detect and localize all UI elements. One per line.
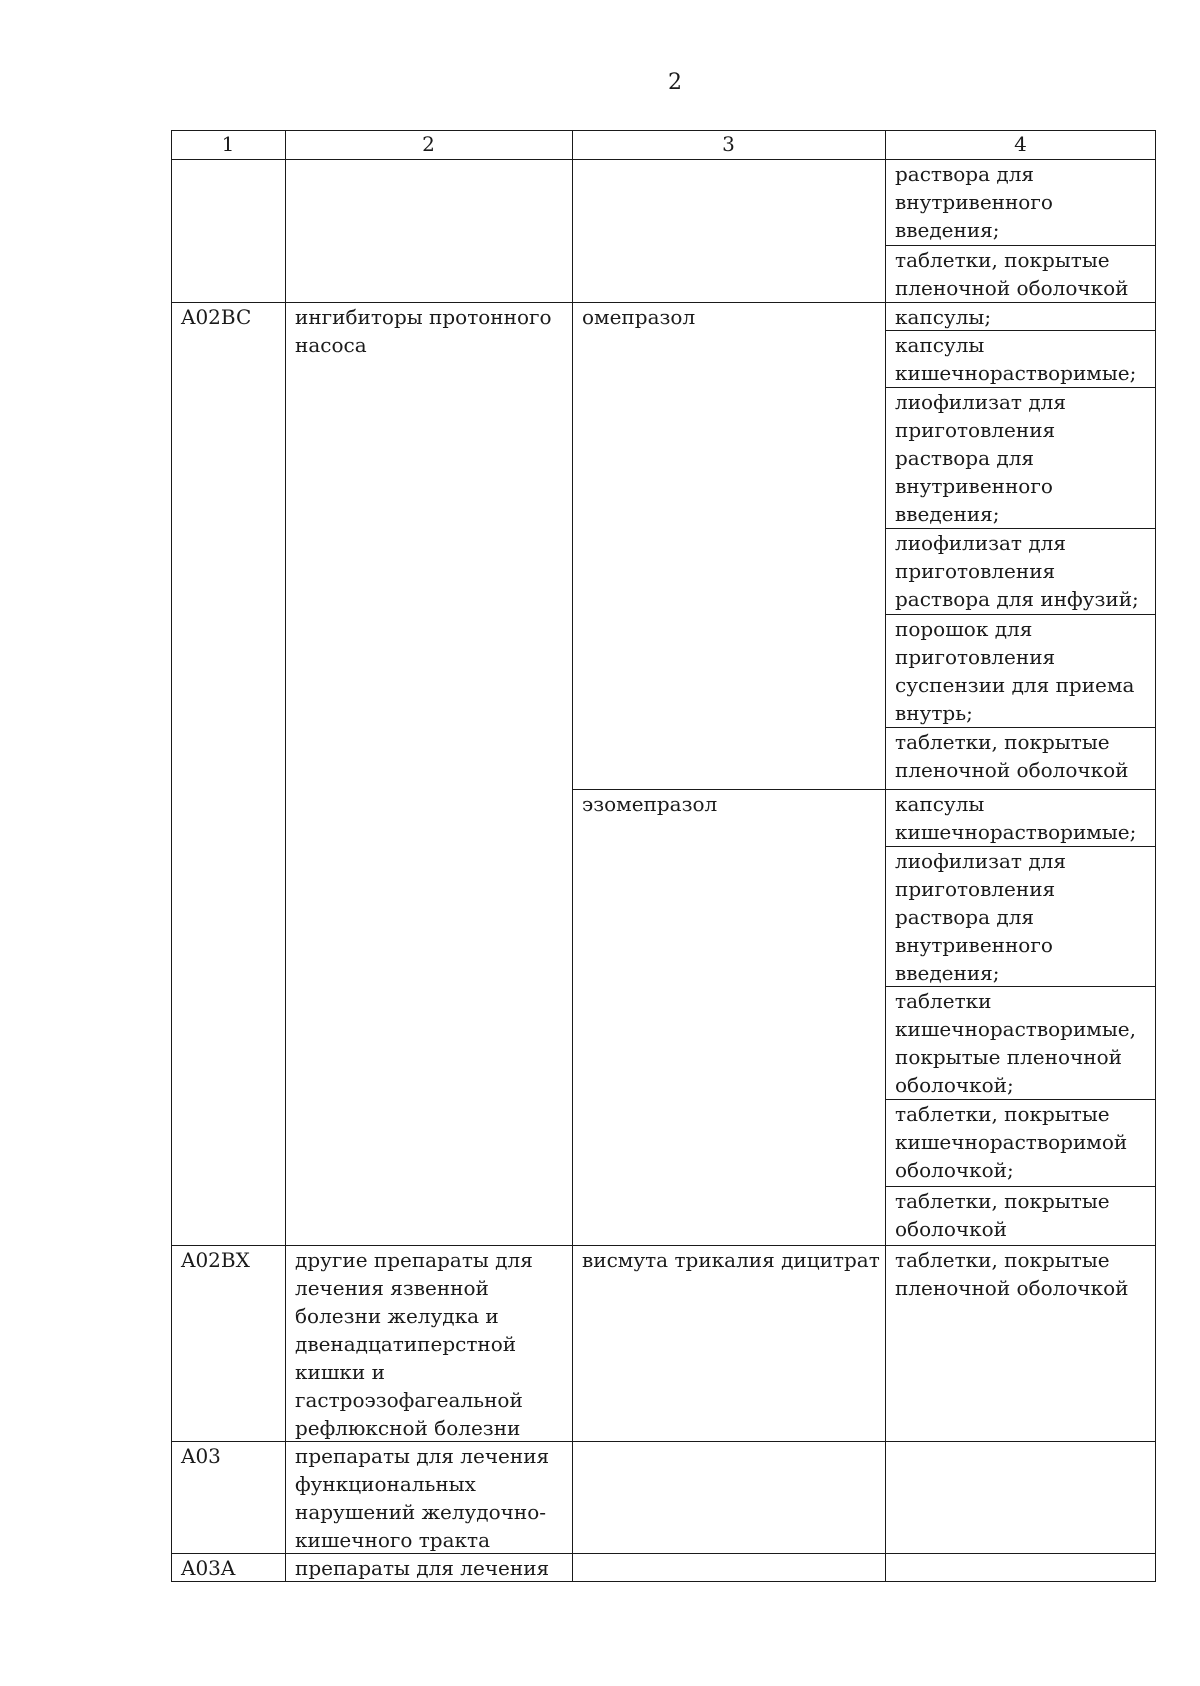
dosage-form-cell: таблетки, покрытые кишечнорастворимой оболочкой; (895, 1102, 1128, 1182)
dosage-form-cell: порошок для приготовления суспензии для приема внутрь; (895, 617, 1135, 725)
dosage-form-cell: лиофилизат для приготовления раствора для инфузий; (895, 531, 1139, 611)
column-header-2: 2 (422, 132, 435, 156)
dosage-form-cell: лиофилизат для приготовления раствора для внутривенного введения; (895, 849, 1066, 985)
atc-code-cell: A02BX (181, 1248, 250, 1272)
atc-code-cell: A02BC (181, 305, 252, 329)
group-name-cell: препараты для лечения (295, 1556, 550, 1580)
table-border-right (1155, 130, 1156, 1582)
column-header-4: 4 (1014, 132, 1027, 156)
atc-code-cell: A03 (181, 1444, 221, 1468)
drug-table (171, 130, 1156, 1582)
dosage-form-cell: таблетки кишечнорастворимые, покрытые пленочной оболочкой; (895, 989, 1136, 1097)
drug-name-cell: висмута трикалия дицитрат (582, 1248, 880, 1272)
column-divider-1 (285, 130, 286, 1582)
drug-name-cell: омепразол (582, 305, 696, 329)
dosage-form-cell: раствора для внутривенного введения; (895, 162, 1053, 242)
column-header-3: 3 (722, 132, 735, 156)
column-divider-3 (885, 130, 886, 1582)
group-name-cell: препараты для лечения функциональных нарушений желудочно- кишечного тракта (295, 1444, 550, 1552)
dosage-form-cell: таблетки, покрытые пленочной оболочкой (895, 730, 1129, 782)
dosage-form-cell: капсулы кишечнорастворимые; (895, 792, 1137, 844)
page-number: 2 (668, 70, 682, 95)
dosage-form-cell: таблетки, покрытые пленочной оболочкой (895, 248, 1129, 300)
dosage-form-cell: капсулы; (895, 305, 992, 329)
table-border-left (171, 130, 172, 1582)
dosage-form-cell: таблетки, покрытые оболочкой (895, 1189, 1110, 1241)
dosage-form-cell: таблетки, покрытые пленочной оболочкой (895, 1248, 1129, 1300)
group-name-cell: ингибиторы протонного насоса (295, 305, 552, 357)
group-name-cell: другие препараты для лечения язвенной болезни желудка и двенадцатиперстной кишки и гастроэзофагеальной рефлюксной болезни (295, 1248, 533, 1440)
drug-name-cell: эзомепразол (582, 792, 718, 816)
atc-code-cell: A03A (181, 1556, 236, 1580)
column-divider-2 (572, 130, 573, 1582)
column-header-1: 1 (221, 132, 235, 156)
dosage-form-cell: лиофилизат для приготовления раствора для внутривенного введения; (895, 390, 1066, 526)
dosage-form-cell: капсулы кишечнорастворимые; (895, 333, 1137, 385)
